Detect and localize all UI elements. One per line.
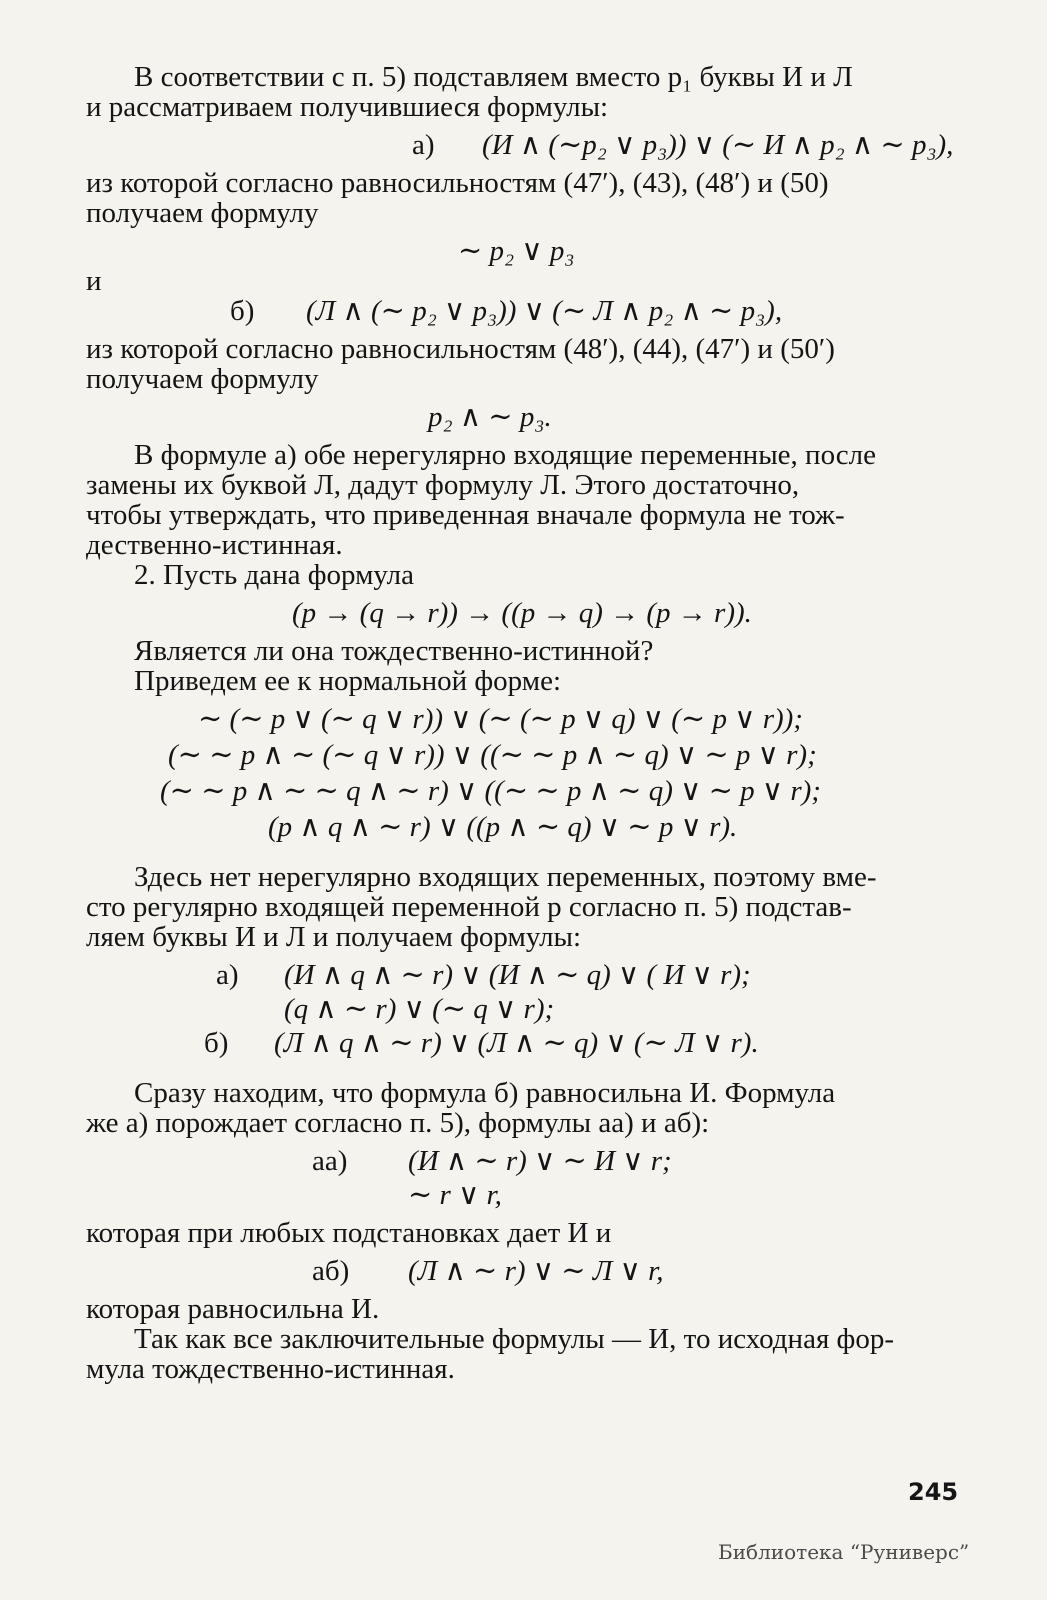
normal-form-step-4: (p ∧ q ∧ ∼ r) ∨ ((p ∧ ∼ q) ∨ ∼ p ∨ r). [268, 811, 738, 843]
normal-form-step-1: ∼ (∼ p ∨ (∼ q ∨ r)) ∨ (∼ (∼ p ∨ q) ∨ (∼ p ∨ r)); [198, 703, 803, 735]
case-aa-expr: (И ∧ ∼ r) ∨ ∼ И ∨ r; [408, 1145, 672, 1177]
case-ab-label: аб) [312, 1255, 350, 1287]
subst-a-result: (q ∧ ∼ r) ∨ (∼ q ∨ r); [284, 993, 555, 1025]
paragraph-1-line-2: и рассматриваем получившиеся формулы: [86, 91, 609, 123]
paragraph-4-line-2: замены их буквой Л, дадут формулу Л. Этого достаточно, [86, 469, 800, 501]
paragraph-10-line-1: Так как все заключительные формулы — И, то исходная фор- [134, 1323, 894, 1355]
conjunction-word: и [86, 265, 102, 297]
paragraph-3-line-1: из которой согласно равносильностям (48′), (44), (47′) и (50′) [86, 333, 835, 365]
case-ab-expr: (Л ∧ ∼ r) ∨ ∼ Л ∨ r, [408, 1255, 664, 1287]
formula-b-expr: (Л ∧ (∼ p₂ ∨ p₃)) ∨ (∼ Л ∧ p₂ ∧ ∼ p₃), [306, 295, 783, 327]
paragraph-2-line-2: получаем формулу [86, 197, 319, 229]
paragraph-6-line-3: ляем буквы И и Л и получаем формулы: [86, 921, 582, 953]
formula-result-2: p₂ ∧ ∼ p₃. [428, 401, 552, 433]
paragraph-1-line-1: В соответствии с п. 5) подставляем вместо p₁ буквы И и Л [134, 61, 853, 93]
case-aa [86, 1146, 966, 1176]
subst-a [86, 960, 966, 990]
paragraph-4-line-4: дественно-истинная. [86, 529, 343, 561]
paragraph-7-line-1: Сразу находим, что формула б) равносильна И. Формула [134, 1077, 836, 1109]
subst-a-expr: (И ∧ q ∧ ∼ r) ∨ (И ∧ ∼ q) ∨ ( И ∨ r); [284, 959, 751, 991]
normal-form-intro: Приведем ее к нормальной форме: [134, 665, 562, 697]
paragraph-7-line-2: же а) порождает согласно п. 5), формулы аа) и аб): [86, 1107, 710, 1139]
normal-form-step-3: (∼ ∼ p ∧ ∼ ∼ q ∧ ∼ r) ∨ ((∼ ∼ p ∧ ∼ q) ∨ ∼ p ∨ r); [160, 775, 821, 807]
formula-a-expr: (И ∧ (∼p₂ ∨ p₃)) ∨ (∼ И ∧ p₂ ∧ ∼ p₃), [482, 129, 954, 161]
paragraph-3-line-2: получаем формулу [86, 363, 319, 395]
formula-b [86, 296, 966, 326]
library-watermark: Библиотека “Руниверс” [718, 1540, 970, 1564]
normal-form-step-2: (∼ ∼ p ∧ ∼ (∼ q ∨ r)) ∨ ((∼ ∼ p ∧ ∼ q) ∨ ∼ p ∨ r); [168, 739, 817, 771]
formula-main: (p → (q → r)) → ((p → q) → (p → r)). [292, 597, 752, 629]
paragraph-10-line-2: мула тождественно-истинная. [86, 1353, 455, 1385]
question-line: Является ли она тождественно-истинной? [134, 635, 654, 667]
formula-b-label: б) [230, 295, 255, 327]
example-2-intro: 2. Пусть дана формула [134, 559, 415, 591]
page-body [86, 62, 966, 1384]
paragraph-6-line-1: Здесь нет нерегулярно входящих переменных, поэтому вме- [134, 861, 877, 893]
formula-result-1: ∼ p₂ ∨ p₃ [458, 235, 575, 267]
paragraph-6-line-2: сто регулярно входящей переменной p согласно п. 5) подстав- [86, 891, 852, 923]
paragraph-4-line-3: чтобы утверждать, что приведенная вначале формула не тож- [86, 499, 845, 531]
case-ab [86, 1256, 966, 1286]
subst-b [86, 1028, 966, 1058]
subst-a-label: а) [216, 959, 239, 991]
formula-a-label: а) [412, 129, 435, 161]
paragraph-4-line-1: В формуле а) обе нерегулярно входящие переменные, после [134, 439, 877, 471]
subst-b-label: б) [204, 1027, 229, 1059]
paragraph-2-line-1: из которой согласно равносильностям (47′), (43), (48′) и (50) [86, 167, 829, 199]
case-aa-result: ∼ r ∨ r, [408, 1179, 502, 1211]
page-number: 245 [908, 1478, 959, 1506]
subst-b-expr: (Л ∧ q ∧ ∼ r) ∨ (Л ∧ ∼ q) ∨ (∼ Л ∨ r). [274, 1027, 759, 1059]
formula-a [86, 130, 966, 160]
paragraph-8: которая при любых подстановках дает И и [86, 1217, 612, 1249]
case-aa-label: аа) [312, 1145, 348, 1177]
paragraph-9: которая равносильна И. [86, 1293, 380, 1325]
